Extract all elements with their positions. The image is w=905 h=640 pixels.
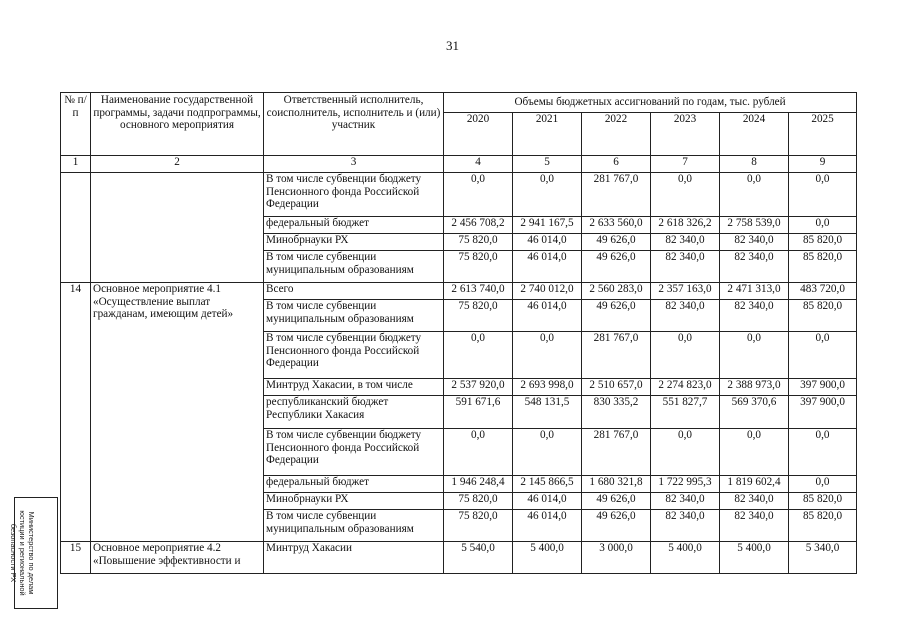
value-cell: 281 767,0	[582, 332, 651, 379]
index-cell: 9	[789, 156, 857, 173]
value-cell: 0,0	[444, 173, 513, 217]
value-cell: 2 456 708,2	[444, 217, 513, 234]
value-cell: 75 820,0	[444, 300, 513, 332]
index-cell: 3	[264, 156, 444, 173]
row-executor: В том числе субвенции муниципальным образованиям	[264, 510, 444, 542]
value-cell: 49 626,0	[582, 300, 651, 332]
value-cell: 85 820,0	[789, 234, 857, 251]
value-cell: 2 388 973,0	[720, 379, 789, 396]
value-cell: 5 540,0	[444, 542, 513, 574]
row-executor: В том числе субвенции муниципальным образованиям	[264, 251, 444, 283]
value-cell: 0,0	[444, 332, 513, 379]
value-cell: 3 000,0	[582, 542, 651, 574]
value-cell: 46 014,0	[513, 251, 582, 283]
table-row	[61, 283, 857, 300]
value-cell: 5 400,0	[513, 542, 582, 574]
index-cell: 4	[444, 156, 513, 173]
header-year: 2022	[582, 113, 651, 156]
value-cell: 0,0	[789, 217, 857, 234]
value-cell: 46 014,0	[513, 510, 582, 542]
row-executor: федеральный бюджет	[264, 476, 444, 493]
value-cell: 49 626,0	[582, 493, 651, 510]
value-cell: 2 145 866,5	[513, 476, 582, 493]
header-col-name: Наименование государственной программы, задачи подпрограммы, основного мероприятия	[91, 93, 264, 156]
index-cell: 6	[582, 156, 651, 173]
value-cell: 2 941 167,5	[513, 217, 582, 234]
value-cell: 591 671,6	[444, 396, 513, 429]
value-cell: 0,0	[789, 429, 857, 476]
value-cell: 0,0	[651, 332, 720, 379]
value-cell: 75 820,0	[444, 510, 513, 542]
value-cell: 82 340,0	[720, 493, 789, 510]
header-year: 2023	[651, 113, 720, 156]
value-cell: 397 900,0	[789, 379, 857, 396]
row-executor: Всего	[264, 283, 444, 300]
value-cell: 0,0	[789, 332, 857, 379]
value-cell: 281 767,0	[582, 429, 651, 476]
budget-table-body	[61, 173, 857, 574]
value-cell: 49 626,0	[582, 510, 651, 542]
value-cell: 85 820,0	[789, 300, 857, 332]
value-cell: 0,0	[789, 476, 857, 493]
budget-table	[60, 92, 857, 574]
header-year: 2025	[789, 113, 857, 156]
value-cell: 82 340,0	[720, 510, 789, 542]
value-cell: 85 820,0	[789, 251, 857, 283]
header-col-executor: Ответственный исполнитель, соисполнитель, исполнитель и (или) участник	[264, 93, 444, 156]
value-cell: 85 820,0	[789, 493, 857, 510]
table-row	[61, 542, 857, 574]
value-cell: 82 340,0	[651, 234, 720, 251]
value-cell: 0,0	[720, 332, 789, 379]
value-cell: 82 340,0	[651, 251, 720, 283]
value-cell: 82 340,0	[720, 300, 789, 332]
page-number: 31	[446, 38, 459, 53]
value-cell: 82 340,0	[651, 510, 720, 542]
value-cell: 0,0	[444, 429, 513, 476]
value-cell: 0,0	[651, 429, 720, 476]
header-col-budget: Объемы бюджетных ассигнований по годам, тыс. рублей	[444, 93, 857, 113]
index-cell: 7	[651, 156, 720, 173]
row-executor: В том числе субвенции бюджету Пенсионного фонда Российской Федерации	[264, 173, 444, 217]
stamp-line: безопасности РХ	[9, 523, 18, 583]
row-executor: В том числе субвенции бюджету Пенсионного фонда Российской Федерации	[264, 332, 444, 379]
row-executor: Минтруд Хакасии, в том числе	[264, 379, 444, 396]
value-cell: 75 820,0	[444, 493, 513, 510]
row-executor: В том числе субвенции бюджету Пенсионного фонда Российской Федерации	[264, 429, 444, 476]
value-cell: 0,0	[513, 173, 582, 217]
header-year: 2024	[720, 113, 789, 156]
row-executor: Минобрнауки РХ	[264, 234, 444, 251]
value-cell: 0,0	[513, 429, 582, 476]
row-number: 15	[61, 542, 91, 574]
value-cell: 46 014,0	[513, 493, 582, 510]
value-cell: 82 340,0	[720, 251, 789, 283]
value-cell: 281 767,0	[582, 173, 651, 217]
value-cell: 82 340,0	[720, 234, 789, 251]
value-cell: 46 014,0	[513, 234, 582, 251]
row-name: Основное мероприятие 4.2 «Повышение эффективности и	[91, 542, 264, 574]
value-cell: 1 680 321,8	[582, 476, 651, 493]
stamp-text	[0, 498, 36, 608]
value-cell: 2 357 163,0	[651, 283, 720, 300]
row-executor: В том числе субвенции муниципальным образованиям	[264, 300, 444, 332]
value-cell: 2 633 560,0	[582, 217, 651, 234]
value-cell: 5 400,0	[720, 542, 789, 574]
row-number	[61, 173, 91, 283]
value-cell: 49 626,0	[582, 234, 651, 251]
value-cell: 2 693 998,0	[513, 379, 582, 396]
row-name	[91, 173, 264, 283]
value-cell: 397 900,0	[789, 396, 857, 429]
value-cell: 82 340,0	[651, 493, 720, 510]
value-cell: 2 618 326,2	[651, 217, 720, 234]
value-cell: 46 014,0	[513, 300, 582, 332]
value-cell: 0,0	[651, 173, 720, 217]
value-cell: 2 537 920,0	[444, 379, 513, 396]
registration-stamp	[9, 497, 58, 609]
value-cell: 1 946 248,4	[444, 476, 513, 493]
header-year: 2021	[513, 113, 582, 156]
value-cell: 551 827,7	[651, 396, 720, 429]
value-cell: 0,0	[720, 429, 789, 476]
stamp-line: юстиции и региональной	[18, 510, 27, 596]
value-cell: 0,0	[789, 173, 857, 217]
value-cell: 75 820,0	[444, 234, 513, 251]
value-cell: 483 720,0	[789, 283, 857, 300]
value-cell: 1 819 602,4	[720, 476, 789, 493]
value-cell: 85 820,0	[789, 510, 857, 542]
value-cell: 49 626,0	[582, 251, 651, 283]
value-cell: 548 131,5	[513, 396, 582, 429]
value-cell: 82 340,0	[651, 300, 720, 332]
row-name: Основное мероприятие 4.1 «Осуществление выплат гражданам, имеющим детей»	[91, 283, 264, 542]
index-cell: 8	[720, 156, 789, 173]
value-cell: 2 613 740,0	[444, 283, 513, 300]
row-executor: Минобрнауки РХ	[264, 493, 444, 510]
header-col-num: № п/п	[61, 93, 91, 156]
value-cell: 2 560 283,0	[582, 283, 651, 300]
value-cell: 830 335,2	[582, 396, 651, 429]
row-executor: Минтруд Хакасии	[264, 542, 444, 574]
value-cell: 2 274 823,0	[651, 379, 720, 396]
value-cell: 5 340,0	[789, 542, 857, 574]
value-cell: 2 471 313,0	[720, 283, 789, 300]
value-cell: 0,0	[513, 332, 582, 379]
index-cell: 2	[91, 156, 264, 173]
row-executor: федеральный бюджет	[264, 217, 444, 234]
index-cell: 5	[513, 156, 582, 173]
index-cell: 1	[61, 156, 91, 173]
value-cell: 5 400,0	[651, 542, 720, 574]
value-cell: 2 510 657,0	[582, 379, 651, 396]
value-cell: 569 370,6	[720, 396, 789, 429]
header-year: 2020	[444, 113, 513, 156]
row-executor: республиканский бюджет Республики Хакасия	[264, 396, 444, 429]
value-cell: 1 722 995,3	[651, 476, 720, 493]
value-cell: 0,0	[720, 173, 789, 217]
value-cell: 75 820,0	[444, 251, 513, 283]
value-cell: 2 758 539,0	[720, 217, 789, 234]
table-row	[61, 173, 857, 217]
value-cell: 2 740 012,0	[513, 283, 582, 300]
stamp-line: Министерство по делам	[27, 511, 36, 595]
row-number: 14	[61, 283, 91, 542]
